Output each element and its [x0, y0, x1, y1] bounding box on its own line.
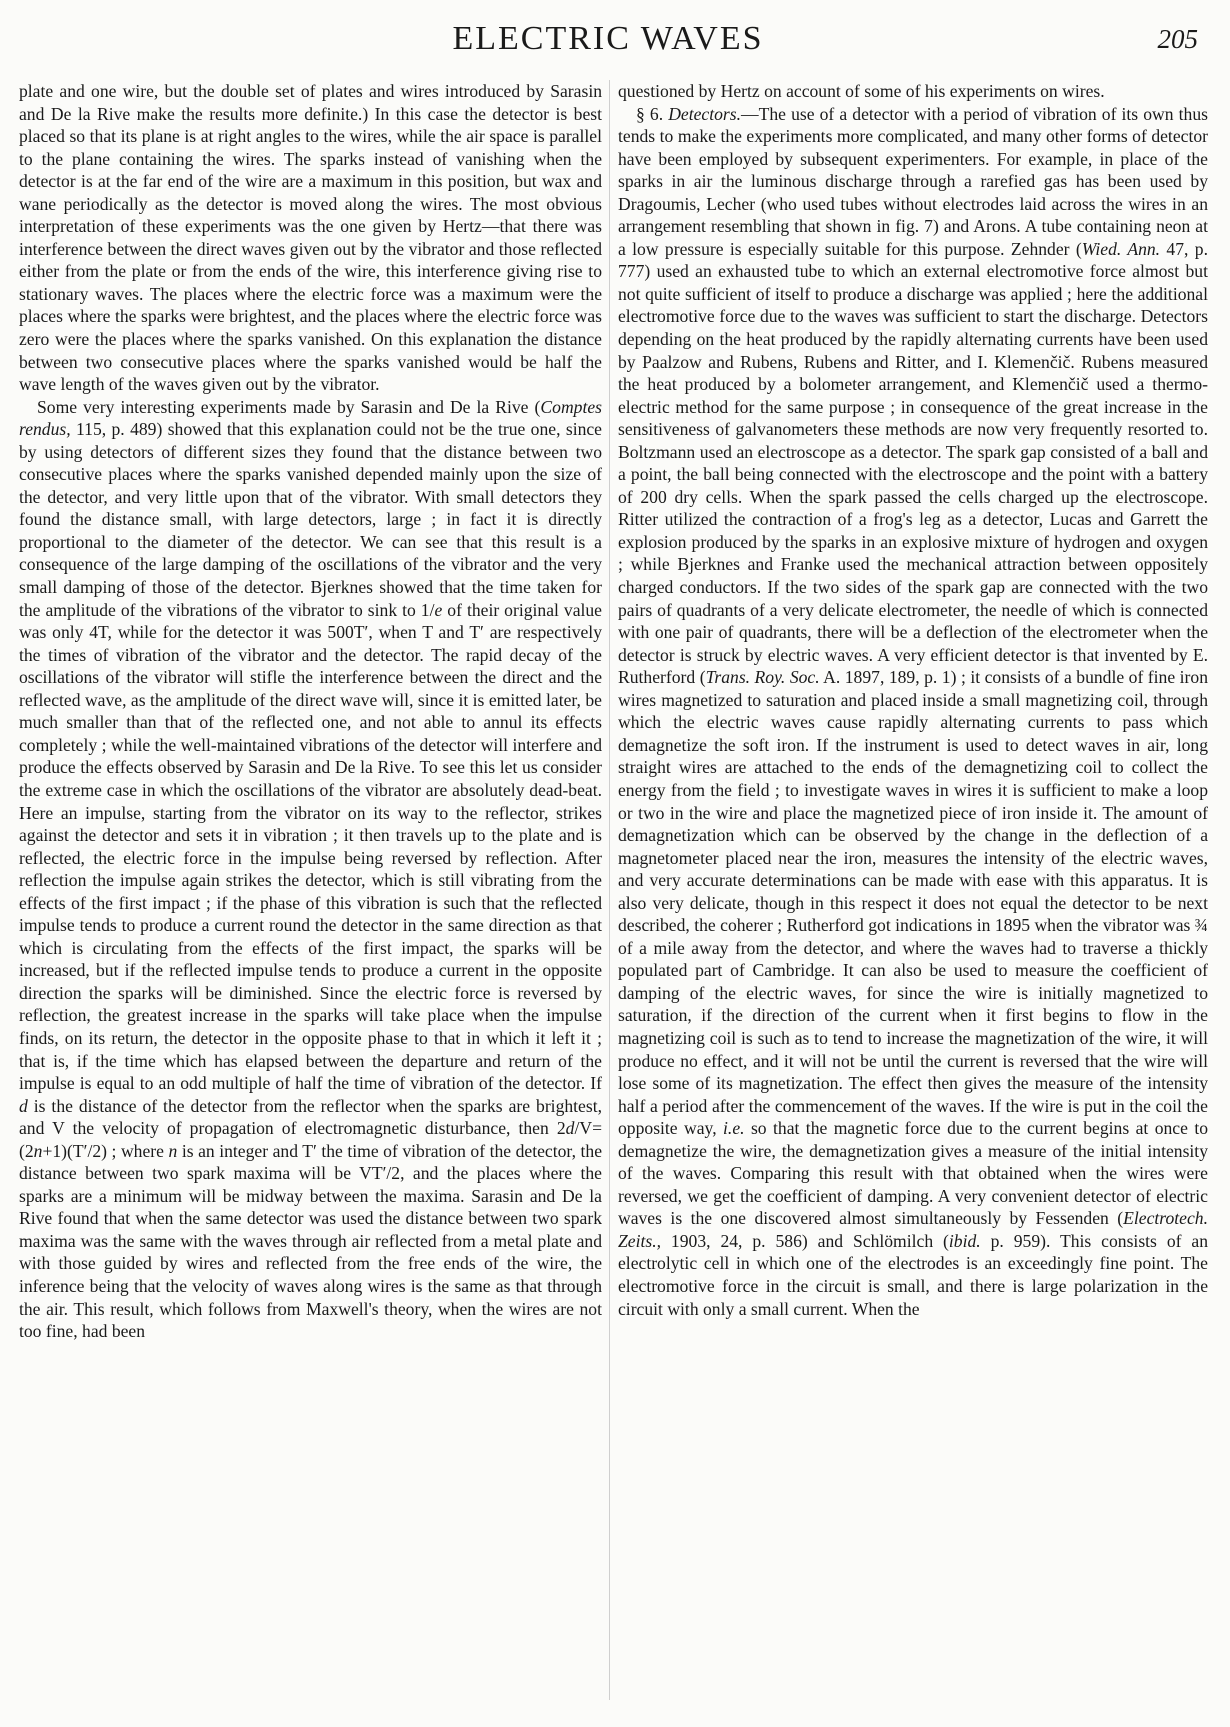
text-run: questioned by Hertz on account of some of his experiments on wires.	[618, 81, 1105, 101]
italic-text: e	[434, 599, 443, 620]
text-run: plate and one wire, but the double set of plates and wires introduced by Sarasin and De la Rive make the results more definite.) In this case the detector is best placed so that its plane is at right angles to the wires, while the air space is parallel to the plane containing the wires. The sparks instead of vanishing when the detector is at the far end of the wire are a maximum in this position, but wax and wane periodically as the detector is moved along the wires. The most obvious interpretation of these experiments was the one given by Hertz—that there was interference between the direct waves given out by the vibrator and those reflected either from the plate or from the ends of the wire, this interference giving rise to stationary waves. The places where the electric force was a maximum were the places where the sparks were brightest, and the places where the electric force was zero were the places where the sparks vanished. On this explanation the distance between two consecutive places where the sparks vanished would be half the wave length of the waves given out by the vibrator.	[19, 81, 602, 395]
text-run: 47, p. 777) used an exhausted tube to which an external electromotive force almost but not quite sufficient of itself to produce a discharge was applied ; here the additional electromotive force due to the waves was sufficient to start the discharge. Detectors depending on the heat produced by the rapidly alternating currents have been used by Paalzow and Rubens, Rubens and Ritter, and I. Klemenčič. Rubens measured the heat produced by a bolometer arrangement, and Klemenčič used a thermo-electric method for the same purpose ; in consequence of the great increase in the sensitiveness of galvanometers these methods are now very frequently resorted to. Boltzmann used an electroscope as a detector. The spark gap consisted of a ball and a point, the ball being connected with the electroscope and the point with a battery of 200 dry cells. When the spark passed the cells charged up the electroscope. Ritter utilized the contraction of a frog's leg as a detector, Lucas and Garrett the explosion produced by the sparks in an explosive mixture of hydrogen and oxygen ; while Bjerknes and Franke used the mechanical attraction between oppositely charged conductors. If the two sides of the spark gap are connected with the two pairs of quadrants of a very delicate electrometer, the needle of which is connected with one pair of quadrants, there will be a deflection of the electrometer when the detector is struck by electric waves. A very efficient detector is that invented by E. Rutherford (	[618, 238, 1208, 688]
italic-text: Detectors.	[668, 103, 742, 124]
paragraph	[618, 80, 1208, 103]
italic-text: d	[19, 1095, 28, 1116]
text-run: § 6.	[636, 103, 669, 124]
italic-text: Electrotech. Zeits.,	[618, 1208, 1208, 1251]
paragraph	[618, 103, 1208, 1321]
right-column	[618, 80, 1208, 1700]
paragraph	[19, 396, 602, 1343]
text-run: is the distance of the detector from the reflector when the sparks are brightest, and V the velocity of propagation of electromagnetic disturbance, then 2	[19, 1095, 602, 1139]
text-run: so that the magnetic force due to the current begins at once to demagnetize the wire, the demagnetization gives a measure of the initial intensity of the waves. Comparing this result with that obtained when the wires were reversed, we get the coefficient of damping. A very convenient detector of electric waves is the one discovered almost simultaneously by Fessenden (	[618, 1118, 1208, 1229]
italic-text: Trans. Roy. Soc.	[705, 667, 820, 688]
paragraph	[19, 80, 602, 396]
italic-text: Comptes rendus,	[19, 396, 602, 440]
page-number: 205	[1157, 24, 1198, 54]
text-run: is an integer and T′ the time of vibration of the detector, the distance between two spark maxima will be VT′/2, and the places where the sparks are a minimum will be midway between the maxima. Sarasin and De la Rive found that when the same detector was used the distance between two spark maxima was the same with the waves through air reflected from a metal plate and with those guided by wires and reflected from the free ends of the wire, the inference being that the velocity of waves along wires is the same as that through the air. This result, which follows from Maxwell's theory, when the wires are not too fine, had been	[19, 1140, 602, 1342]
text-run: A. 1897, 189, p. 1) ; it consists of a bundle of fine iron wires magnetized to saturation and placed inside a small magnetizing coil, through which the electric waves cause rapidly alternating currents to pass which demagnetize the soft iron. If the instrument is used to detect waves in air, long straight wires are attached to the ends of the demagnetizing coil to collect the energy from the field ; to investigate waves in wires it is sufficient to make a loop or two in the wire and place the magnetized piece of iron inside it. The amount of demagnetization which can be observed by the change in the deflection of a magnetometer placed near the iron, measures the intensity of the electric waves, and very accurate determinations can be made with ease with this apparatus. It is also very delicate, though in this respect it does not equal the detector to be next described, the coherer ; Rutherford got indications in 1895 when the vibrator was ¾ of a mile away from the detector, and where the waves had to traverse a thickly populated part of Cambridge. It can also be used to measure the coefficient of damping of the electric waves, for since the wire is initially magnetized to saturation, if the direction of the current when it first begins to flow in the magnetizing coil is such as to tend to increase the magnetization of the wire, it will produce no effect, and it will not be until the current is reversed that the wire will lose some of its magnetization. The effect then gives the measure of the intensity half a period after the commencement of the waves. If the wire is put in the coil the opposite way,	[618, 667, 1208, 1139]
text-run: 1903, 24, p. 586) and Schlömilch (	[661, 1230, 949, 1251]
italic-text: i.e.	[723, 1118, 745, 1139]
text-run: —The use of a detector with a period of vibration of its own thus tends to make the experiments more complicated, and many other forms of detector have been employed by subsequent experimenters. For example, in place of the sparks in air the luminous discharge through a rarefied gas has been used by Dragoumis, Lecher (who used tubes without electrodes laid across the wires in an arrangement resembling that shown in fig. 7) and Arons. A tube containing neon at a low pressure is especially suitable for this purpose. Zehnder (	[618, 103, 1208, 259]
italic-text: ibid.	[948, 1230, 981, 1251]
text-run: +1)(T′/2) ; where	[42, 1140, 169, 1161]
italic-text: n	[33, 1140, 43, 1161]
text-run: 115, p. 489) showed that this explanation could not be the true one, since by using detectors of different sizes they found that the distance between two consecutive places where the sparks vanished depended mainly upon the size of the detector, and very little upon that of the vibrator. With small detectors they found the distance small, with large detectors, large ; in fact it is directly proportional to the diameter of the detector. We can see that this result is a consequence of the large damping of the oscillations of the vibrator and the very small damping of those of the detector. Bjerknes showed that the time taken for the amplitude of the vibrations of the vibrator to sink to 1/	[19, 419, 602, 620]
text-run: Some very interesting experiments made by Sarasin and De la Rive (	[37, 396, 541, 417]
text-run: of their original value was only 4T, while for the detector it was 500T′, when T and T′ are respectively the times of vibration of the vibrator and the detector. The rapid decay of the oscillations of the vibrator will stifle the interference between the direct and the reflected wave, as the amplitude of the direct wave will, since it is emitted later, be much smaller than that of the reflected one, and not able to annul its effects completely ; while the well-maintained vibrations of the detector will interfere and produce the effects observed by Sarasin and De la Rive. To see this let us consider the extreme case in which the oscillations of the vibrator are absolutely dead-beat. Here an impulse, starting from the vibrator on its way to the reflector, strikes against the detector and sets it in vibration ; it then travels up to the plate and is reflected, the electric force in the impulse being reversed by reflection. After reflection the impulse again strikes the detector, which is still vibrating from the effects of the first impact ; if the phase of this vibration is such that the reflected impulse tends to produce a current round the detector in the same direction as that which is circulating from the effects of the first impact, the sparks will be increased, but if the reflected impulse tends to produce a current in the opposite direction the sparks will be diminished. Since the electric force is reversed by reflection, the greatest increase in the sparks will take place when the impulse finds, on its return, the detector in the opposite phase to that in which it left it ; that is, if the time which has elapsed between the departure and return of the impulse is equal to an odd multiple of half the time of vibration of the detector. If	[19, 599, 602, 1094]
page-header	[18, 14, 1198, 64]
text-run: p. 959). This consists of an electrolytic cell in which one of the electrodes is an exceedingly fine point. The electromotive force in the circuit is small, and there is large polarization in the circuit with only a small current. When the	[618, 1230, 1208, 1319]
text-run: /V=(2	[19, 1118, 602, 1161]
running-title: ELECTRIC WAVES	[452, 20, 764, 57]
italic-text: n	[168, 1140, 178, 1161]
column-divider	[609, 80, 610, 1700]
italic-text: Wied. Ann.	[1081, 238, 1161, 259]
left-column	[19, 80, 602, 1700]
italic-text: d	[565, 1118, 575, 1139]
